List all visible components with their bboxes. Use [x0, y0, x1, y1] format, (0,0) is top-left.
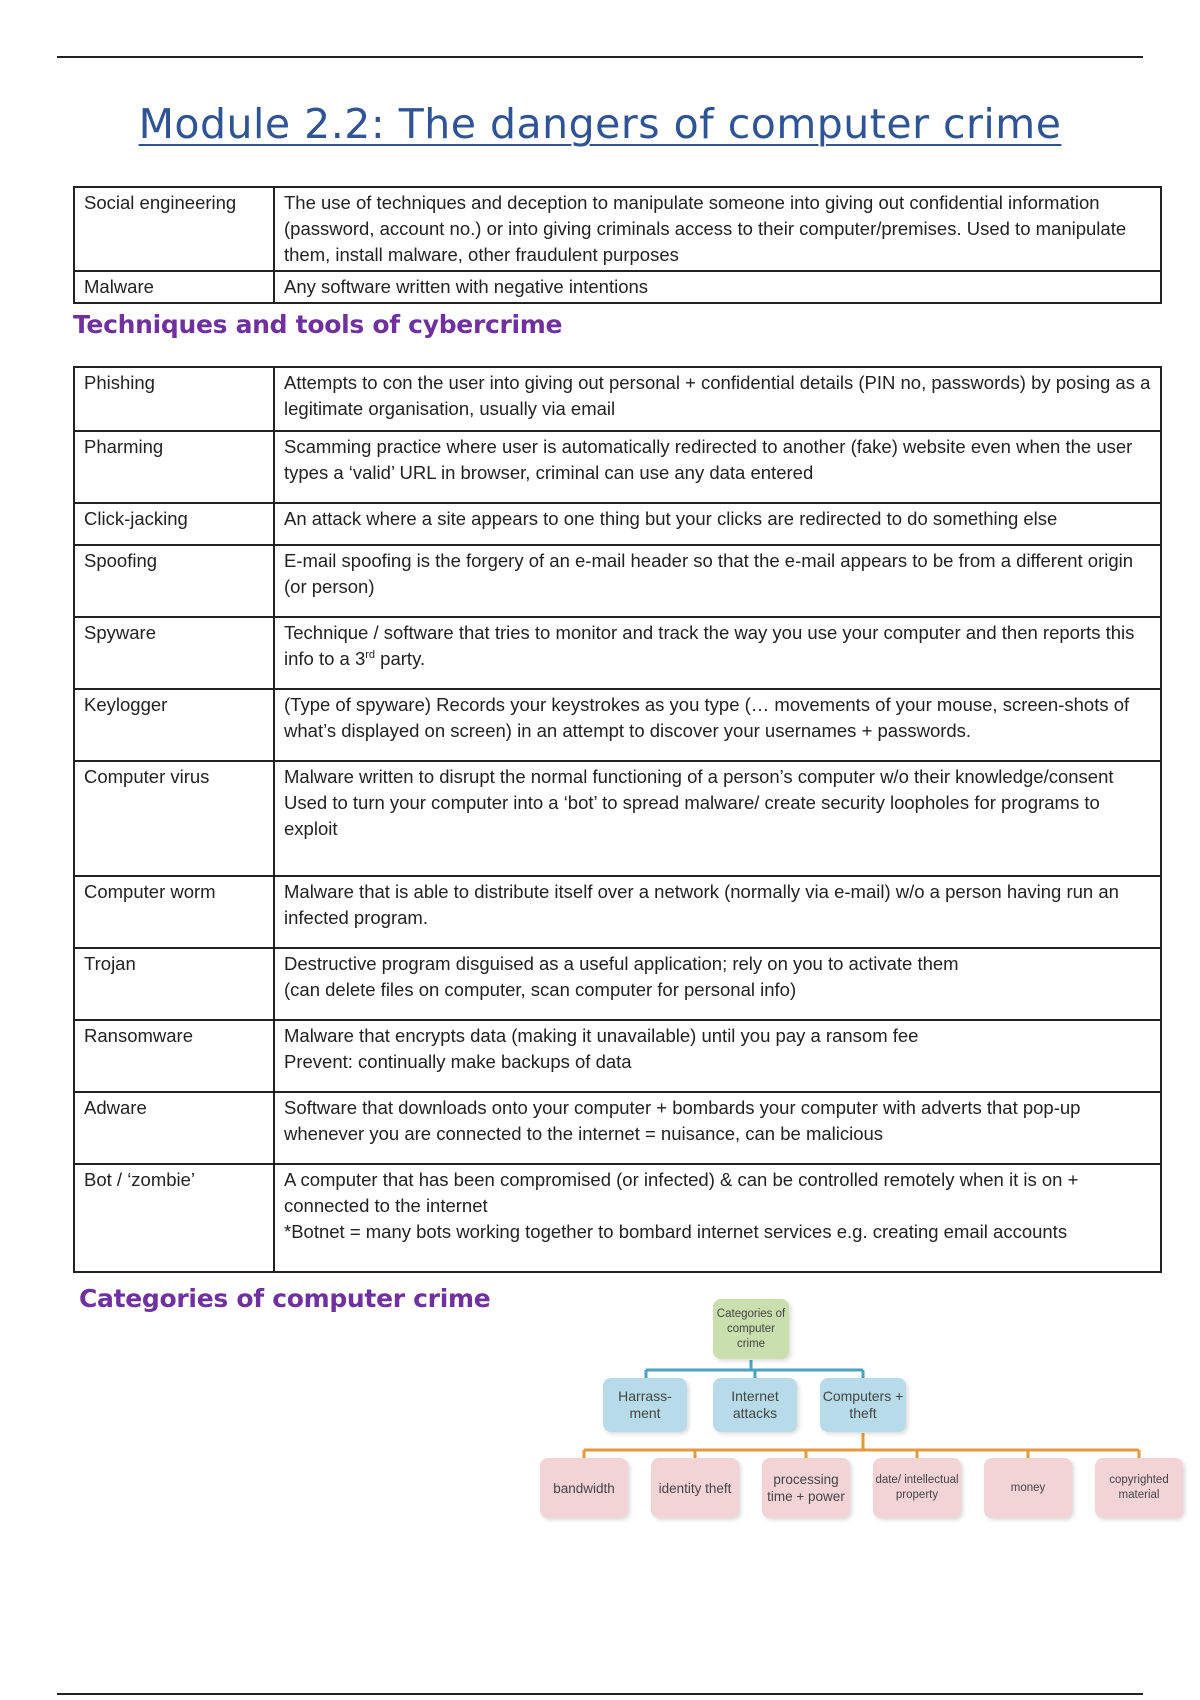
table-row: [74, 761, 1161, 876]
diagram-category-node: Internet attacks: [713, 1378, 797, 1432]
blue-connectors: [646, 1360, 863, 1378]
table-row: [74, 503, 1161, 545]
description-line: Prevent: continually make backups of data: [284, 1051, 632, 1072]
term-cell: Ransomware: [74, 1020, 274, 1092]
term-cell: Bot / ‘zombie’: [74, 1164, 274, 1272]
categories-diagram: [530, 1290, 1200, 1530]
term-cell: Phishing: [74, 367, 274, 431]
description-line: Malware that encrypts data (making it unavailable) until you pay a ransom fee: [284, 1025, 919, 1046]
description-cell: [274, 948, 1161, 1020]
diagram-root-node: Categories of computer crime: [713, 1299, 789, 1359]
definitions-table: [73, 186, 1162, 304]
diagram-leaf-node: date/ intellectual property: [873, 1458, 961, 1518]
techniques-table: [73, 366, 1162, 1273]
diagram-leaf-node: processing time + power: [762, 1458, 850, 1518]
description-line: A computer that has been compromised (or infected) & can be controlled remotely when it is on + connected to the internet: [284, 1169, 1079, 1216]
description-line: *Botnet = many bots working together to bombard internet services e.g. creating email accounts: [284, 1221, 1068, 1242]
description-cell: Attempts to con the user into giving out personal + confidential details (PIN no, passwords) by posing as a legitimate organisation, usually via email: [274, 367, 1161, 431]
table-row: [74, 617, 1161, 689]
diagram-leaf-node: money: [984, 1458, 1072, 1518]
diagram-category-node: Computers + theft: [820, 1378, 906, 1432]
ordinal-suffix: rd: [365, 648, 376, 661]
description-cell: [274, 761, 1161, 876]
description-text-end: party.: [375, 648, 426, 669]
bottom-rule: [57, 1693, 1143, 1695]
table-row: [74, 271, 1161, 303]
description-cell: Software that downloads onto your computer + bombards your computer with adverts that pop-up whenever you are connected to the internet = nuisance, can be malicious: [274, 1092, 1161, 1164]
table-row: [74, 431, 1161, 503]
table-row: [74, 1020, 1161, 1092]
description-cell: (Type of spyware) Records your keystrokes as you type (… movements of your mouse, screen-shots of what’s displayed on screen) in an attempt to discover your usernames + passwords.: [274, 689, 1161, 761]
description-cell: Any software written with negative intentions: [274, 271, 1161, 303]
description-cell: [274, 617, 1161, 689]
table-row: [74, 187, 1161, 271]
top-rule: [57, 56, 1143, 58]
description-line: Destructive program disguised as a useful application; rely on you to activate them: [284, 953, 959, 974]
description-cell: [274, 1020, 1161, 1092]
table-row: [74, 948, 1161, 1020]
term-cell: Spyware: [74, 617, 274, 689]
description-cell: Scamming practice where user is automatically redirected to another (fake) website even when the user types a ‘valid’ URL in browser, criminal can use any data entered: [274, 431, 1161, 503]
term-cell: Trojan: [74, 948, 274, 1020]
term-cell: Click-jacking: [74, 503, 274, 545]
term-cell: Keylogger: [74, 689, 274, 761]
term-cell: Pharming: [74, 431, 274, 503]
diagram-leaf-node: identity theft: [651, 1458, 739, 1518]
description-cell: An attack where a site appears to one thing but your clicks are redirected to do something else: [274, 503, 1161, 545]
page-title: Module 2.2: The dangers of computer crime: [138, 100, 1062, 148]
table-row: [74, 545, 1161, 617]
term-cell: Computer worm: [74, 876, 274, 948]
description-cell: Malware that is able to distribute itself over a network (normally via e-mail) w/o a person having run an infected program.: [274, 876, 1161, 948]
orange-connectors: [584, 1433, 1139, 1458]
term-cell: Computer virus: [74, 761, 274, 876]
term-cell: Spoofing: [74, 545, 274, 617]
table-row: [74, 876, 1161, 948]
description-cell: [274, 1164, 1161, 1272]
term-cell: Malware: [74, 271, 274, 303]
description-line: Malware written to disrupt the normal functioning of a person’s computer w/o their knowledge/consent: [284, 766, 1114, 787]
description-line: (can delete files on computer, scan computer for personal info): [284, 979, 797, 1000]
table-row: [74, 367, 1161, 431]
categories-heading: Categories of computer crime: [79, 1284, 491, 1313]
description-line: Used to turn your computer into a ‘bot’ to spread malware/ create security loopholes for programs to exploit: [284, 792, 1100, 839]
description-cell: The use of techniques and deception to manipulate someone into giving out confidential information (password, account no.) or into giving criminals access to their computer/premises. Used to manipulate them, install malware, other fraudulent purposes: [274, 187, 1161, 271]
term-cell: Adware: [74, 1092, 274, 1164]
term-cell: Social engineering: [74, 187, 274, 271]
description-text: Technique / software that tries to monitor and track the way you use your computer and then reports this info to a 3: [284, 622, 1135, 669]
table-row: [74, 689, 1161, 761]
table-row: [74, 1164, 1161, 1272]
description-cell: E-mail spoofing is the forgery of an e-mail header so that the e-mail appears to be from a different origin (or person): [274, 545, 1161, 617]
diagram-leaf-node: copyrighted material: [1095, 1458, 1183, 1518]
diagram-leaf-node: bandwidth: [540, 1458, 628, 1518]
techniques-heading: Techniques and tools of cybercrime: [73, 310, 563, 339]
table-row: [74, 1092, 1161, 1164]
diagram-category-node: Harrass-ment: [603, 1378, 687, 1432]
